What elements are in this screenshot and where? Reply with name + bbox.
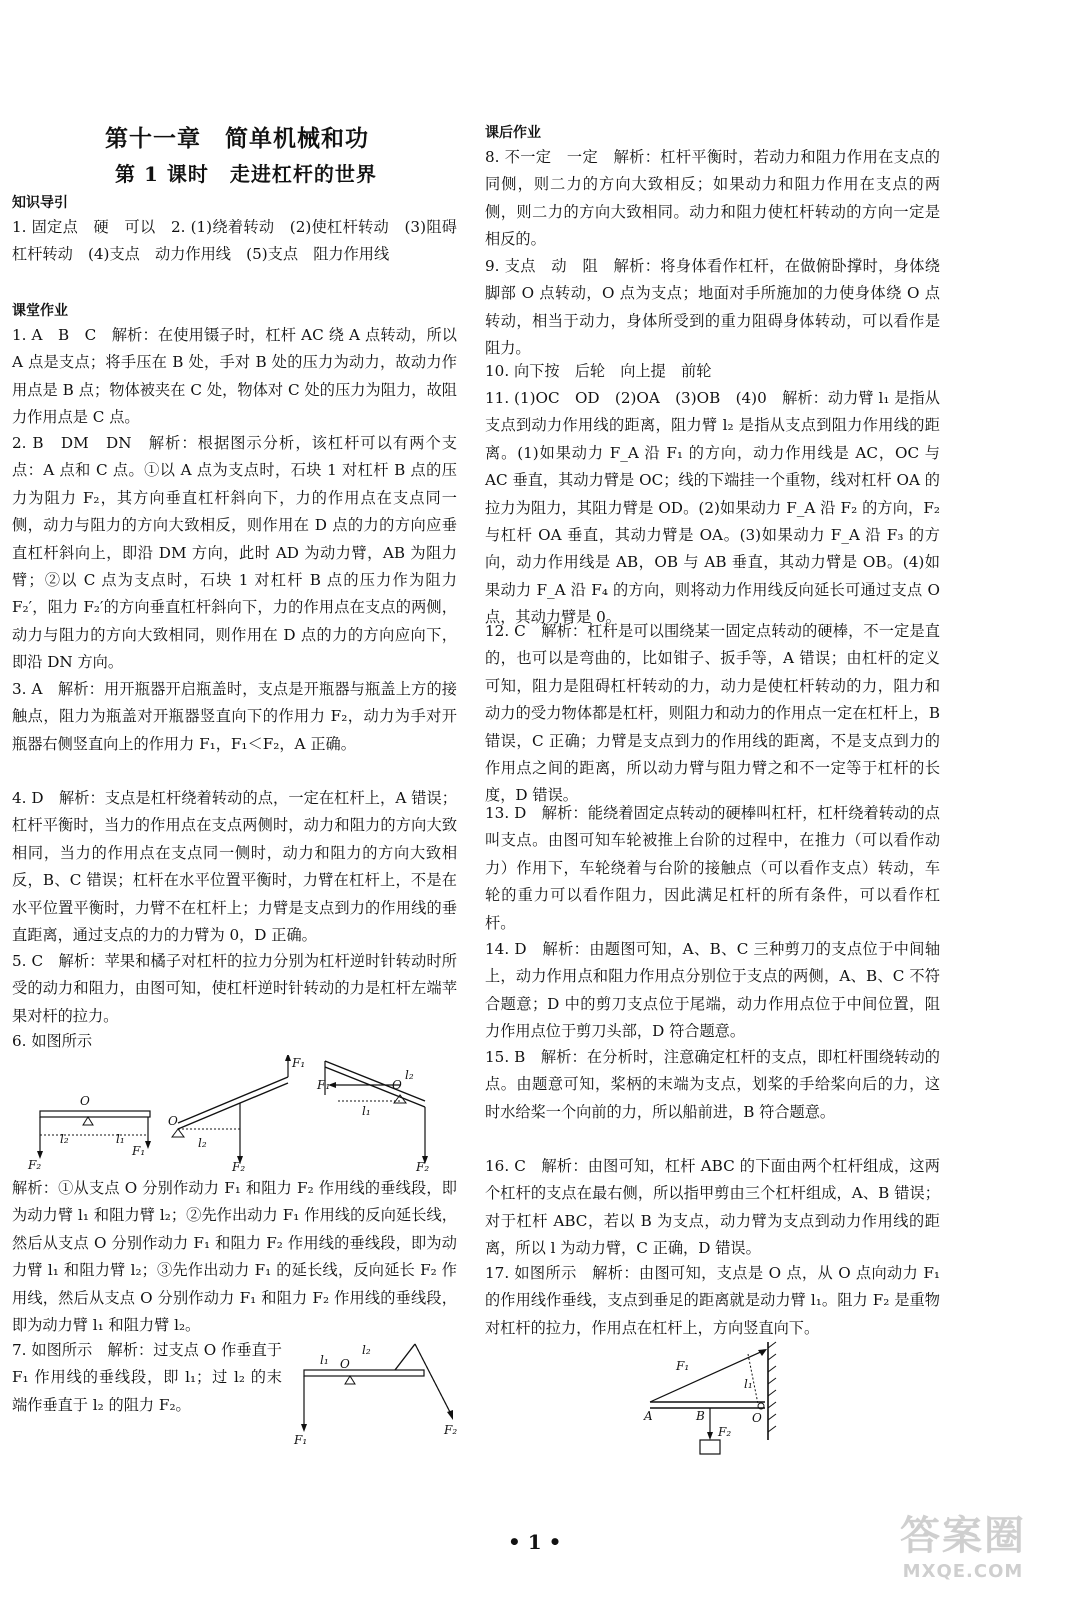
- fig6-1-label-o: O: [80, 1094, 90, 1108]
- figure-q7: [290, 1340, 465, 1450]
- figure-q6-lever-1: [27, 1094, 151, 1172]
- answer-q15: 15. B 解析：在分析时，注意确定杠杆的支点，即杠杆围绕转动的点。由题意可知，桨柄的末端为支点，划桨的手给桨向后的力，这时水给桨一个向前的力，所以船前进，B 符合题意。: [485, 1048, 940, 1121]
- answer-q13: 13. D 解析：能绕着固定点转动的硬棒叫杠杆，杠杆绕着转动的点叫支点。由图可知车轮被推上台阶的过程中，在推力（可以看作动力）作用下，车轮绕着与台阶的接触点（可以看作支点）转动，车轮的重力可以看作阻力，因此满足杠杆的所有条件，可以看作杠杆。: [485, 804, 940, 932]
- answer-q7: 7. 如图所示 解析：过支点 O 作垂直于 F₁ 作用线的垂线段，即 l₁；过 l₂ 的末端作垂直于 l₂ 的阻力 F₂。: [12, 1341, 282, 1414]
- fig6-1-label-f1: F₁: [132, 1144, 146, 1158]
- fig17-label-a: A: [644, 1409, 653, 1423]
- answer-q3: 3. A 解析：用开瓶器开启瓶盖时，支点是开瓶器与瓶盖上方的接触点，阻力为瓶盖对开瓶器竖直向下的作用力 F₂，动力为手对开瓶器右侧竖直向上的作用力 F₁，F₁＜F₂，A 正确。: [12, 680, 457, 753]
- fig17-label-f1: F₁: [676, 1359, 690, 1373]
- fig17-label-l1: l₁: [744, 1377, 753, 1391]
- figure-q17: [640, 1340, 800, 1470]
- guide-answers: 1. 固定点 硬 可以 2. (1)绕着转动 (2)使杠杆转动 (3)阻碍杠杆转动 (4)支点 动力作用线 (5)支点 阻力作用线: [12, 218, 457, 264]
- lesson-title: 第 1 课时 走进杠杆的世界: [115, 162, 377, 186]
- fig6-1-label-l1: l₁: [116, 1132, 125, 1146]
- fig6-2-label-l2: l₂: [198, 1136, 207, 1150]
- fig7-label-f1: F₁: [294, 1433, 308, 1447]
- fig7-label-l1: l₁: [320, 1353, 329, 1367]
- fig6-3-label-f2: F₂: [416, 1160, 430, 1174]
- section-class-heading: 课堂作业: [12, 303, 68, 319]
- watermark: [900, 1504, 1026, 1582]
- answer-q5: 5. C 解析：苹果和橘子对杠杆的拉力分别为杠杆逆时针转动时所受的动力和阻力，由图可知，使杠杆逆时针转动的力是杠杆左端苹果对杆的拉力。: [12, 952, 457, 1025]
- answer-q16: 16. C 解析：由图可知，杠杆 ABC 的下面由两个杠杆组成，这两个杠杆的支点在最右侧，所以指甲剪由三个杠杆组成，A、B 错误；对于杠杆 ABC，若以 B 为支点，动力臂为支点到动力作用线的距离，所以 l 为动力臂，C 正确，D 错误。: [485, 1157, 940, 1258]
- fig7-label-o: O: [340, 1357, 350, 1371]
- watermark-url: MXQE.COM: [902, 1561, 1024, 1582]
- answer-q8: 8. 不一定 一定 解析：杠杆平衡时，若动力和阻力作用在支点的同侧，则二力的方向大致相反；如果动力和阻力作用在支点的两侧，则二力的方向大致相同。动力和阻力使杠杆转动的方向一定是相反的。: [485, 148, 940, 249]
- answer-q12: 12. C 解析：杠杆是可以围绕某一固定点转动的硬棒，不一定是直的，也可以是弯曲的，比如钳子、扳手等，A 错误；由杠杆的定义可知，阻力是阻碍杠杆转动的力，动力是使杠杆转动的力，阻力和动力的受力物体都是杠杆，则阻力和动力的作用点一定在杠杆上，B 错误，C 正确；力臂是支点到力的作用线的距离，不是支点到力的作用点之间的距离，所以动力臂与阻力臂之和不一定等于杠杆的长度，D 错误。: [485, 622, 940, 805]
- fig7-label-l2: l₂: [362, 1343, 371, 1357]
- fig6-2-label-f1: F₁: [292, 1056, 306, 1070]
- answer-q2: 2. B DM DN 解析：根据图示分析，该杠杆可以有两个支点：A 点和 C 点。①以 A 点为支点时，石块 1 对杠杆 B 点的压力为阻力 F₂，其方向垂直杠杆斜向下，力的作用点在支点同一侧，动力与阻力的方向大致相反，则作用在 D 点的力的方向应垂直杠杆斜向上，即沿 DM 方向，此时 AD 为动力臂，AB 为阻力臂；②以 C 点为支点时，石块 1 对杠杆 B 点的压力作为阻力 F₂′，阻力 F₂′的方向垂直杠杆斜向下，力的作用点在支点的两侧，动力与阻力的方向大致相同，则作用在 D 点的力的方向应向下，即沿 DN 方向。: [12, 434, 457, 672]
- section-home-heading: 课后作业: [485, 125, 541, 141]
- answer-q11: 11. (1)OC OD (2)OA (3)OB (4)0 解析：动力臂 l₁ 是指从支点到动力作用线的距离，阻力臂 l₂ 是指从支点到阻力作用线的距离。(1)如果动力 F_A 沿 F₁ 的方向，动力作用线是 AC，OC 与 AC 垂直，其动力臂是 OC；线的下端挂一个重物，线对杠杆 OA 的拉力为阻力，其阻力臂是 OD。(2)如果动力 F_A 沿 F₂ 的方向，F₂ 与杠杆 OA 垂直，其动力臂是 OA。(3)如果动力 F_A 沿 F₃ 的方向，动力作用线是 AB，OB 与 AB 垂直，其动力臂是 OB。(4)如果动力 F_A 沿 F₄ 的方向，则将动力作用线反向延长可通过支点 O 点，其动力臂是 0。: [485, 389, 940, 627]
- fig6-3-label-l2: l₂: [405, 1068, 414, 1082]
- chapter-title: 第十一章 简单机械和功: [105, 125, 369, 152]
- section-guide-heading: 知识导引: [12, 195, 68, 211]
- answer-q10: 10. 向下按 后轮 向上提 前轮: [485, 362, 712, 380]
- answer-q14: 14. D 解析：由题图可知，A、B、C 三种剪刀的支点位于中间轴上，动力作用点和阻力作用点分别位于支点的两侧，A、B、C 不符合题意；D 中的剪刀支点位于尾端，动力作用点位于中间位置，阻力作用点位于剪刀头部，D 符合题意。: [485, 940, 940, 1041]
- fig6-3-label-f1: F₁: [317, 1078, 331, 1092]
- page-number: • 1 •: [508, 1530, 562, 1554]
- watermark-logo: 答案圈: [900, 1513, 1026, 1559]
- figure-q6: [20, 1055, 460, 1175]
- fig6-2-label-o: O: [168, 1114, 178, 1128]
- answer-q17: 17. 如图所示 解析：由图可知，支点是 O 点，从 O 点向动力 F₁ 的作用线作垂线，支点到垂足的距离就是动力臂 l₁。阻力 F₂ 是重物对杠杆的拉力，作用点在杠杆上，方向竖直向下。: [485, 1264, 940, 1337]
- answer-q4: 4. D 解析：支点是杠杆绕着转动的点，一定在杠杆上，A 错误；杠杆平衡时，当力的作用点在支点两侧时，动力和阻力的方向大致相同，当力的作用点在支点同一侧时，动力和阻力的方向大致相反，B、C 错误；杠杆在水平位置平衡时，力臂在杠杆上，不是在水平位置平衡时，力臂不在杠杆上；力臂是支点到力的作用线的垂直距离，通过支点的力的力臂为 0，D 正确。: [12, 789, 457, 945]
- fig6-2-label-f2: F₂: [232, 1160, 246, 1174]
- fig17-label-b: B: [696, 1409, 705, 1423]
- answer-q6-head: 6. 如图所示: [12, 1032, 93, 1050]
- answer-q6-analysis: 解析：①从支点 O 分别作动力 F₁ 和阻力 F₂ 作用线的垂线段，即为动力臂 l₁ 和阻力臂 l₂；②先作出动力 F₁ 作用线的反向延长线，然后从支点 O 分别作动力 F₁ 和阻力 F₂ 作用线的垂线段，即为动力臂 l₁ 和阻力臂 l₂；③先作出动力 F₁ 的延长线，反向延长 F₂ 作用线，然后从支点 O 分别作动力 F₁ 和阻力 F₂ 作用线的垂线段，即为动力臂 l₁ 和阻力臂 l₂。: [12, 1179, 457, 1335]
- figure-q6-lever-3: [316, 1061, 429, 1174]
- fig7-label-f2: F₂: [444, 1423, 458, 1437]
- fig6-3-label-o: O: [392, 1078, 402, 1092]
- fig6-1-label-f2: F₂: [28, 1158, 42, 1172]
- fig17-label-o: O: [752, 1411, 762, 1425]
- answer-q1: 1. A B C 解析：在使用镊子时，杠杆 AC 绕 A 点转动，所以 A 点是支点；将手压在 B 处，手对 B 处的压力为动力，故动力作用点是 B 点；物体被夹在 C 处，物体对 C 处的压力为阻力，故阻力作用点是 C 点。: [12, 326, 457, 427]
- figure-q6-lever-2: [168, 1055, 305, 1174]
- fig6-3-label-l1: l₁: [362, 1104, 371, 1118]
- answer-q9: 9. 支点 动 阻 解析：将身体看作杠杆，在做俯卧撑时，身体绕脚部 O 点转动，O 点为支点；地面对手所施加的力使身体绕 O 点转动，相当于动力，身体所受到的重力阻碍身体转动，可以看作是阻力。: [485, 257, 940, 358]
- fig6-1-label-l2: l₂: [60, 1132, 69, 1146]
- fig17-label-f2: F₂: [718, 1425, 732, 1439]
